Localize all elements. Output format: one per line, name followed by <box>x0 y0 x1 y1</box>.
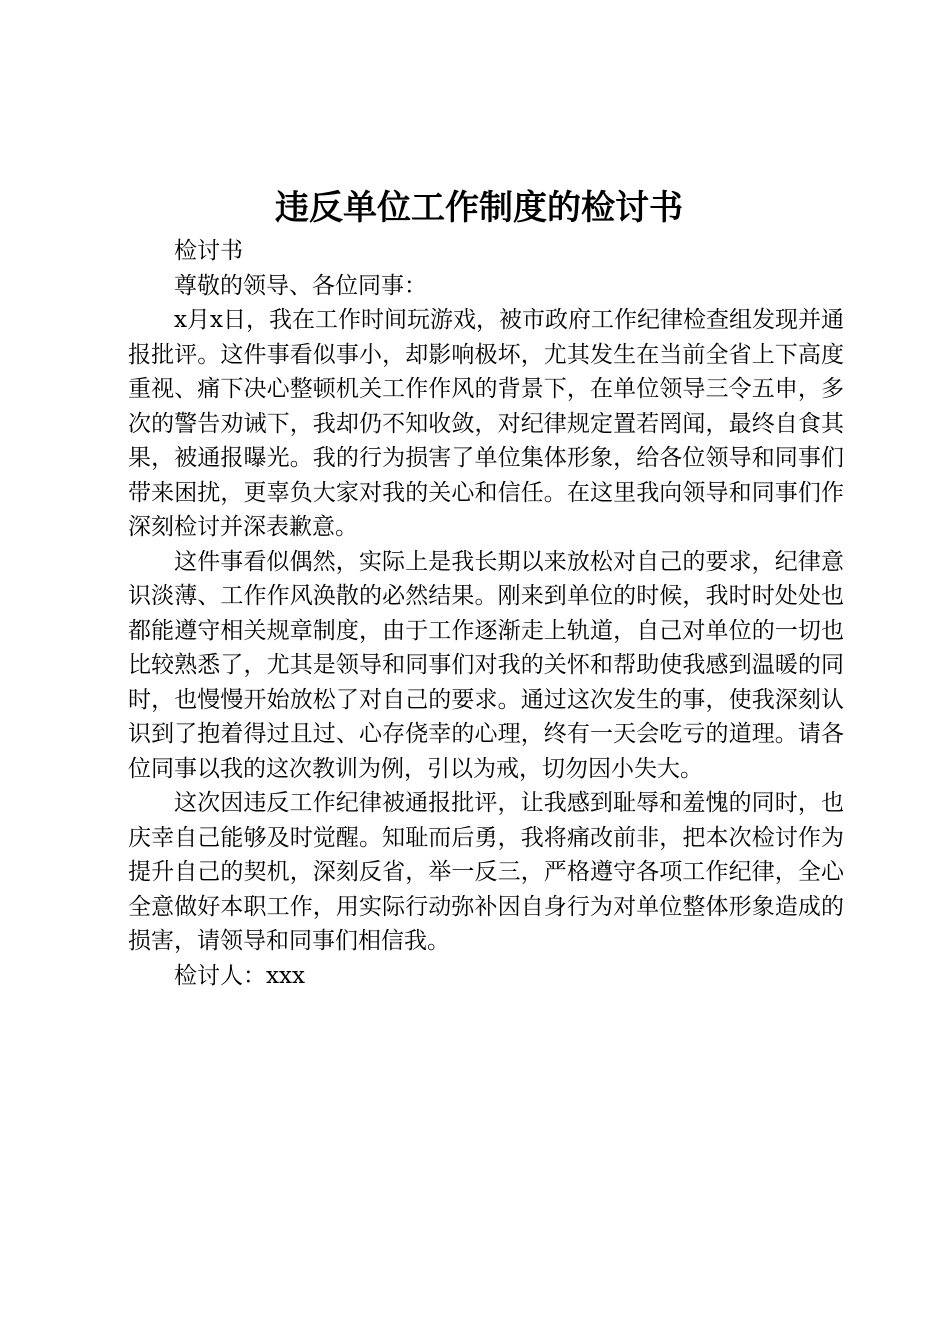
document-body <box>128 234 844 993</box>
signature-line: 检讨人：xxx <box>174 962 305 989</box>
document-heading-label: 检讨书 <box>174 238 243 264</box>
document-title: 违反单位工作制度的检讨书 <box>275 188 683 228</box>
body-paragraph: x月x日，我在工作时间玩游戏，被市政府工作纪律检查组发现并通报批评。这件事看似事小，却影响极坏，尤其发生在当前全省上下高度重视、痛下决心整顿机关工作作风的背景下，在单位领导三令五申，多次的警告劝诫下，我却仍不知收敛，对纪律规定置若罔闻，最终自食其果，被通报曝光。我的行为损害了单位集体形象，给各位领导和同事们带来困扰，更辜负大家对我的关心和信任。在这里我向领导和同事们作深刻检讨并深表歉意。 <box>128 307 844 540</box>
salutation: 尊敬的领导、各位同事： <box>174 272 427 299</box>
body-paragraph: 这件事看似偶然，实际上是我长期以来放松对自己的要求，纪律意识淡薄、工作作风涣散的必然结果。刚来到单位的时候，我时时处处也都能遵守相关规章制度，由于工作逐渐走上轨道，自己对单位的一切也比较熟悉了，尤其是领导和同事们对我的关怀和帮助使我感到温暖的同时，也慢慢开始放松了对自己的要求。通过这次发生的事，使我深刻认识到了抱着得过且过、心存侥幸的心理，终有一天会吃亏的道理。请各位同事以我的这次教训为例，引以为戒，切勿因小失大。 <box>128 548 844 782</box>
body-paragraph: 这次因违反工作纪律被通报批评，让我感到耻辱和羞愧的同时，也庆幸自己能够及时觉醒。知耻而后勇，我将痛改前非，把本次检讨作为提升自己的契机，深刻反省，举一反三，严格遵守各项工作纪律，全心全意做好本职工作，用实际行动弥补因自身行为对单位整体形象造成的损害，请领导和同事们相信我。 <box>128 790 844 954</box>
